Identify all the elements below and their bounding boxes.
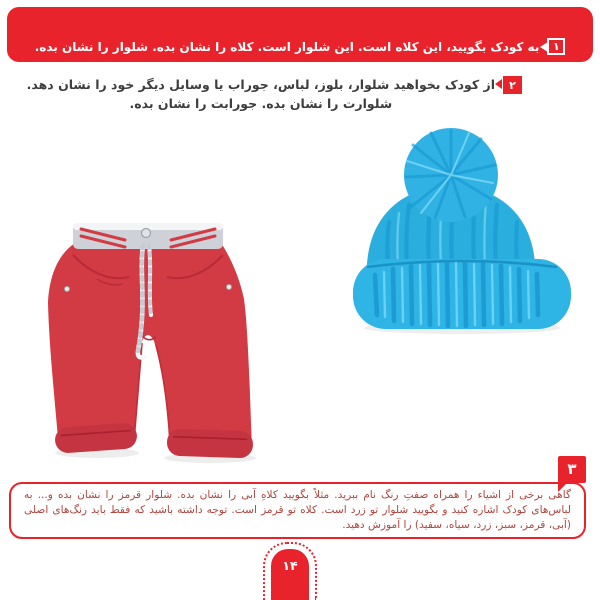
step-2-text [27, 75, 495, 113]
blue-hat-illustration [347, 117, 577, 337]
step-2-line2: شلوارت را نشان بده. جورابت را نشان بده. [129, 96, 393, 111]
page-number: ۱۴ [282, 558, 298, 573]
step-2-line1: از کودک بخواهید شلوار، بلوز، لباس، جوراب یا وسایل دیگر خود را نشان دهد. [26, 77, 495, 92]
step-3-badge: ۳ [558, 456, 586, 483]
blue-hat-photo [347, 117, 577, 337]
page-tab [271, 549, 309, 600]
step-3-text: گاهی برخی از اشیاء را همراه صفتِ رنگ نام ببرید. مثلاً بگویید کلاهِ آبی را نشان بده. شلوار قرمز را نشان بده و... به لباس‌های کودک اشاره کنید و بگویید شلوار تو زرد است. کلاه تو قرمز است. توجه داشته باشید که فقط باید رنگ‌های اصلی (آبی، قرمز، سبز، زرد، سیاه، سفید) را آموزش دهید. [24, 489, 571, 531]
step-2 [27, 75, 522, 113]
step-2-badge: ۲ [503, 76, 522, 94]
note-box [9, 482, 586, 539]
red-pants-photo [37, 203, 257, 463]
step-1-text: به کودک بگویید، این کلاه است. این شلوار است. کلاه را نشان بده. شلوار را نشان بده. [34, 39, 540, 54]
step-1-badge: ۱ [547, 38, 565, 55]
banner-row [7, 38, 593, 55]
instruction-banner [7, 7, 593, 62]
red-pants-illustration [37, 203, 257, 463]
